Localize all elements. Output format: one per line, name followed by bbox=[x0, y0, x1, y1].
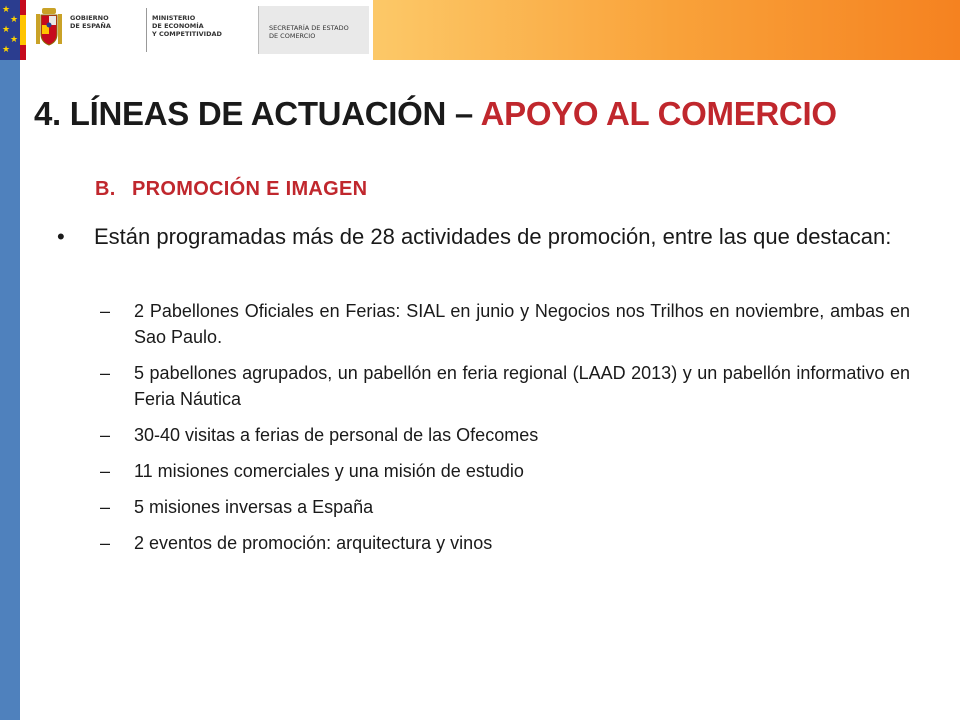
government-logo-block bbox=[26, 0, 373, 60]
sub-bullet-list bbox=[100, 298, 910, 566]
secretariat-box bbox=[258, 6, 369, 54]
logo-divider bbox=[146, 8, 147, 52]
title-main: 4. LÍNEAS DE ACTUACIÓN – bbox=[34, 95, 481, 132]
section-heading-text: PROMOCIÓN E IMAGEN bbox=[132, 178, 368, 200]
list-item-text: 30-40 visitas a ferias de personal de las Ofecomes bbox=[134, 425, 539, 445]
list-item-text: 2 eventos de promoción: arquitectura y vinos bbox=[134, 533, 493, 553]
left-accent-bar bbox=[0, 0, 20, 720]
ministry-name: MINISTERIO DE ECONOMÍA Y COMPETITIVIDAD bbox=[152, 14, 222, 38]
dash-icon: – bbox=[100, 461, 111, 481]
dash-icon: – bbox=[100, 497, 111, 517]
list-item bbox=[100, 422, 910, 448]
header-banner bbox=[0, 0, 960, 60]
government-name: GOBIERNO DE ESPAÑA bbox=[70, 14, 111, 30]
section-heading bbox=[95, 178, 367, 201]
bullet-dot-icon: • bbox=[57, 224, 65, 249]
coat-of-arms-icon bbox=[34, 8, 64, 48]
secretariat-name: SECRETARÍA DE ESTADO DE COMERCIO bbox=[269, 24, 349, 40]
list-item bbox=[100, 494, 910, 520]
main-bullet bbox=[57, 222, 910, 252]
dash-icon: – bbox=[100, 363, 111, 383]
list-item-text: 5 misiones inversas a España bbox=[134, 497, 374, 517]
dash-icon: – bbox=[100, 533, 111, 553]
list-item bbox=[100, 298, 910, 350]
list-item bbox=[100, 360, 910, 412]
slide-title bbox=[34, 95, 837, 133]
list-item-text: 2 Pabellones Oficiales en Ferias: SIAL en junio y Negocios nos Trilhos en noviembre, ambas en Sao Paulo. bbox=[134, 301, 910, 347]
list-item-text: 11 misiones comerciales y una misión de estudio bbox=[134, 461, 524, 481]
list-item-text: 5 pabellones agrupados, un pabellón en feria regional (LAAD 2013) y un pabellón informativo en Feria Náutica bbox=[134, 363, 910, 409]
dash-icon: – bbox=[100, 425, 111, 445]
section-letter: B. bbox=[95, 178, 116, 200]
title-accent: APOYO AL COMERCIO bbox=[480, 95, 837, 132]
dash-icon: – bbox=[100, 301, 111, 321]
eu-flag-icon: ★ ★ ★ ★ ★ bbox=[0, 0, 20, 60]
main-bullet-text: Están programadas más de 28 actividades de promoción, entre las que destacan: bbox=[94, 224, 892, 249]
list-item bbox=[100, 530, 910, 556]
list-item bbox=[100, 458, 910, 484]
